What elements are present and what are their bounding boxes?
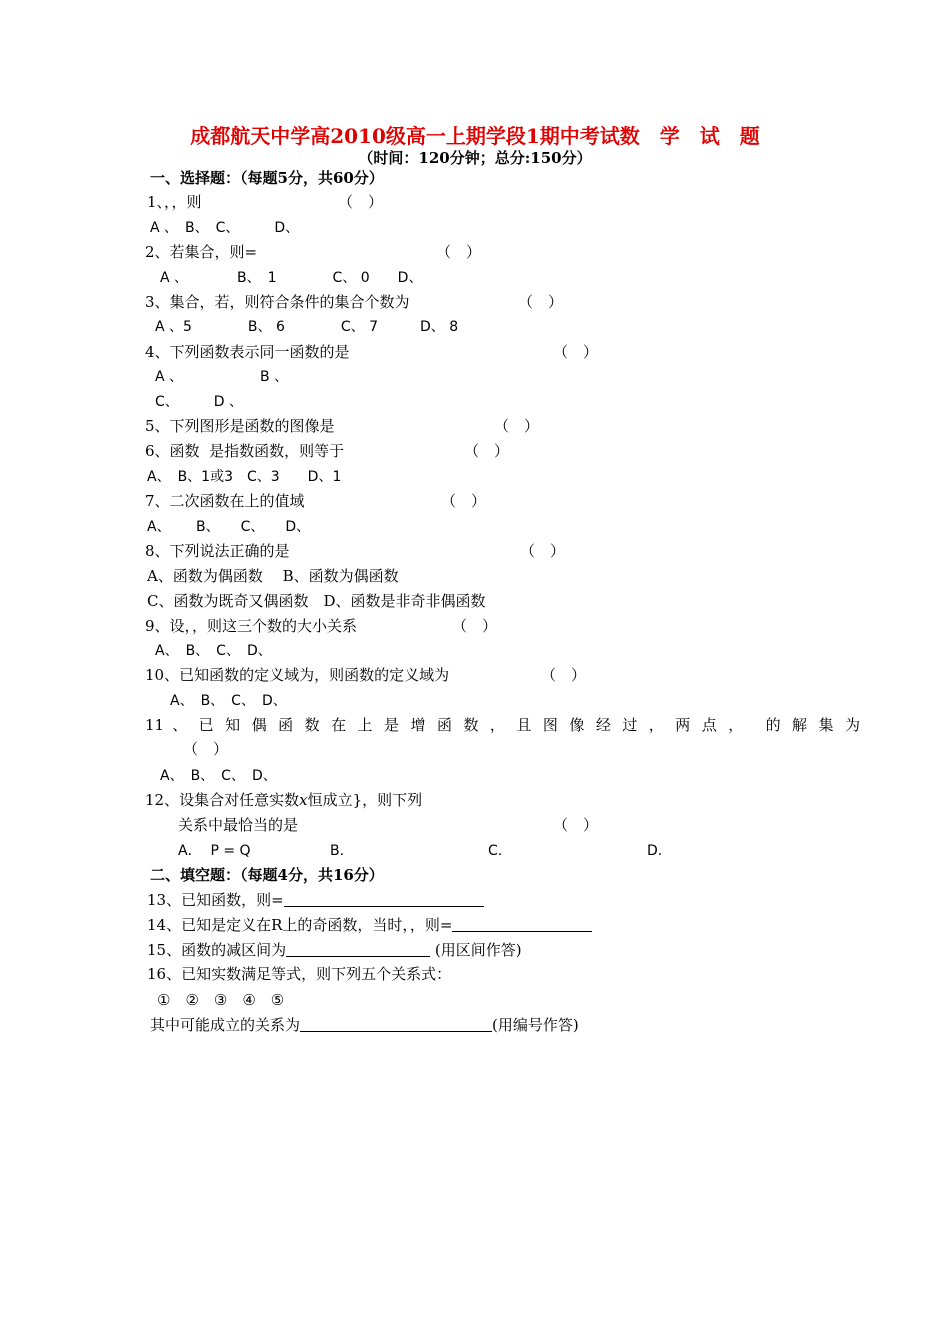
- section-heading-choice: 一、选择题：（每题5分，共60分）: [150, 169, 384, 187]
- question-10-options: A、 B、 C、 D、: [170, 693, 287, 709]
- question-7-answer-paren: （ ）: [441, 492, 487, 510]
- exam-title: 成都航天中学高2010级高一上期学段1期中考试数 学 试 题: [190, 124, 760, 148]
- question-6-stem: 6、函数 是指数函数，则等于: [145, 442, 345, 460]
- question-12-stem-part2: 恒成立}，则下列: [307, 791, 423, 809]
- question-4-answer-paren: （ ）: [553, 343, 599, 361]
- question-4-stem: 4、下列函数表示同一函数的是: [145, 343, 350, 361]
- question-14-stem: 14、已知是定义在R上的奇函数，当时，，则=: [147, 916, 453, 934]
- question-9-stem: 9、设，，则这三个数的大小关系: [145, 617, 358, 635]
- question-13-stem: 13、已知函数，则=: [147, 891, 284, 909]
- question-7-stem: 7、二次函数在上的值域: [145, 492, 305, 510]
- question-8-options-cd: C、函数为既奇又偶函数 D、函数是非奇非偶函数: [147, 592, 486, 610]
- question-16-answer-line: [150, 1015, 579, 1035]
- question-3-options: A 、5 B、 6 C、 7 D、 8: [155, 319, 459, 335]
- question-5-stem: 5、下列图形是函数的图像是: [145, 417, 335, 435]
- question-15-stem: 15、函数的减区间为: [147, 941, 287, 959]
- question-14-answer-blank[interactable]: [452, 915, 592, 932]
- question-3-stem: 3、集合，若，则符合条件的集合个数为: [145, 293, 410, 311]
- question-8-stem: 8、下列说法正确的是: [145, 542, 290, 560]
- question-8-options-ab: A、函数为偶函数 B、函数为偶函数: [147, 567, 399, 585]
- question-16-answer-lead: 其中可能成立的关系为: [150, 1016, 301, 1034]
- question-15: [147, 940, 522, 960]
- question-16-answer-tail: (用编号作答): [492, 1016, 579, 1034]
- question-2-options: A 、 B、 1 C、 0 D、: [160, 270, 423, 286]
- question-5-answer-paren: （ ）: [494, 417, 540, 435]
- question-6-answer-paren: （ ）: [464, 442, 510, 460]
- question-16-answer-blank[interactable]: [300, 1015, 492, 1032]
- question-11-stem: 11 、 已 知 偶 函 数 在 上 是 增 函 数 ， 且 图 像 经 过 ， 两 点 ， 的 解 集 为: [145, 716, 860, 734]
- question-15-tail: (用区间作答): [430, 941, 522, 959]
- question-10-stem: 10、已知函数的定义域为，则函数的定义域为: [145, 666, 450, 684]
- question-4-options-cd: C、 D 、: [155, 394, 244, 410]
- question-10-answer-paren: （ ）: [541, 666, 587, 684]
- question-11-answer-paren: （ ）: [183, 740, 229, 758]
- question-1-answer-paren: （ ）: [338, 193, 384, 211]
- question-12-option-b: B.: [330, 843, 345, 859]
- question-12-stem-line2: 关系中最恰当的是: [178, 816, 299, 834]
- question-11-options: A、 B、 C、 D、: [160, 768, 277, 784]
- question-12-option-d: D.: [647, 843, 663, 859]
- question-14: [147, 915, 592, 935]
- question-2-answer-paren: （ ）: [436, 243, 482, 261]
- question-4-options-ab: A 、 B 、: [155, 369, 289, 385]
- question-13-answer-blank[interactable]: [284, 890, 484, 907]
- question-3-answer-paren: （ ）: [518, 293, 564, 311]
- question-8-answer-paren: （ ）: [520, 542, 566, 560]
- question-12-option-a: A． P = Q: [178, 843, 251, 859]
- question-12-answer-paren: （ ）: [553, 816, 599, 834]
- question-16-stem: 16、已知实数满足等式，则下列五个关系式：: [147, 965, 452, 983]
- exam-subtitle: （时间：120分钟；总分:150分）: [358, 149, 592, 167]
- section-heading-fill-in: 二、填空题：（每题4分，共16分）: [150, 866, 384, 884]
- question-1-options: A 、 B、 C、 D、: [150, 220, 300, 236]
- question-6-options: A、 B、1或3 C、3 D、1: [147, 469, 342, 485]
- question-12-variable: x: [299, 791, 308, 809]
- question-12-option-c: C.: [488, 843, 503, 859]
- question-12-stem-line1: [145, 790, 422, 810]
- question-9-options: A、 B、 C、 D、: [155, 643, 272, 659]
- question-15-answer-blank[interactable]: [286, 940, 430, 957]
- question-16-relations: ① ② ③ ④ ⑤: [157, 991, 285, 1009]
- question-2-stem: 2、若集合，则=: [145, 243, 258, 261]
- question-9-answer-paren: （ ）: [452, 617, 498, 635]
- question-7-options: A、 B、 C、 D、: [147, 519, 311, 535]
- question-13: [147, 890, 484, 910]
- question-12-stem-part1: 12、设集合对任意实数: [145, 791, 300, 809]
- question-1-stem: 1、，，则: [147, 193, 202, 211]
